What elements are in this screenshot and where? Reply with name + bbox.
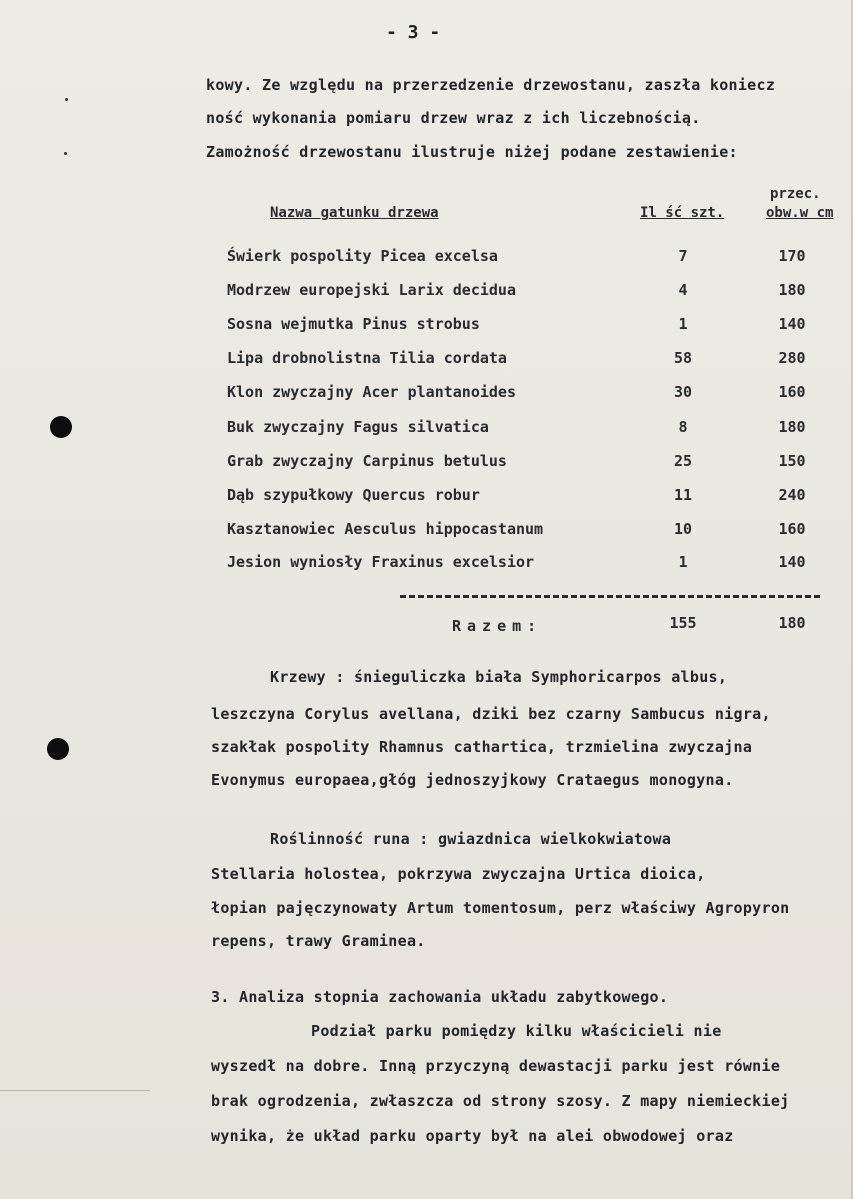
tree-count: 1 xyxy=(678,553,688,571)
average-circumference: 140 xyxy=(778,315,806,333)
total-row xyxy=(0,614,853,636)
section-3-line-4: wynika, że układ parku oparty był na alei obwodowej oraz xyxy=(211,1127,734,1145)
margin-rule xyxy=(0,1090,150,1091)
average-circumference: 240 xyxy=(778,486,806,504)
tree-count: 1 xyxy=(678,315,688,333)
species-name: Buk zwyczajny Fagus silvatica xyxy=(227,418,489,436)
table-row xyxy=(0,247,853,269)
species-name: Dąb szypułkowy Quercus robur xyxy=(227,486,480,504)
shrubs-line-2: leszczyna Corylus avellana, dziki bez czarny Sambucus nigra, xyxy=(211,705,771,723)
total-label: Razem: xyxy=(452,617,543,635)
total-count: 155 xyxy=(669,614,697,632)
average-circumference: 160 xyxy=(778,383,806,401)
intro-line-3: Zamożność drzewostanu ilustruje niżej podane zestawienie: xyxy=(206,143,738,161)
section-3-line-2: wyszedł na dobre. Inną przyczyną dewastacji parku jest równie xyxy=(211,1057,781,1075)
header-circumference-line-2: obw.w cm xyxy=(766,205,834,221)
tree-count: 58 xyxy=(673,349,693,367)
punch-hole-bottom xyxy=(47,738,69,760)
shrubs-line-4: Evonymus europaea,głóg jednoszyjkowy Crataegus monogyna. xyxy=(211,771,734,789)
average-circumference: 180 xyxy=(778,418,806,436)
average-circumference: 160 xyxy=(778,520,806,538)
undergrowth-line-2: Stellaria holostea, pokrzywa zwyczajna Urtica dioica, xyxy=(211,865,706,883)
undergrowth-line-4: repens, trawy Graminea. xyxy=(211,932,426,950)
shrubs-line-1: Krzewy : śnieguliczka biała Symphoricarpos albus, xyxy=(270,668,728,686)
table-row xyxy=(0,315,853,337)
tree-count: 11 xyxy=(673,486,693,504)
species-name: Klon zwyczajny Acer plantanoides xyxy=(227,383,516,401)
tree-count: 10 xyxy=(673,520,693,538)
table-row xyxy=(0,486,853,508)
species-name: Lipa drobnolistna Tilia cordata xyxy=(227,349,507,367)
species-name: Modrzew europejski Larix decidua xyxy=(227,281,516,299)
margin-mark xyxy=(65,98,68,101)
table-row xyxy=(0,383,853,405)
margin-mark xyxy=(64,152,67,155)
species-name: Grab zwyczajny Carpinus betulus xyxy=(227,452,507,470)
table-row xyxy=(0,349,853,371)
species-name: Świerk pospolity Picea excelsa xyxy=(227,247,498,265)
shrubs-line-3: szakłak pospolity Rhamnus cathartica, trzmielina zwyczajna xyxy=(211,738,753,756)
average-circumference: 280 xyxy=(778,349,806,367)
tree-count: 8 xyxy=(678,418,688,436)
tree-count: 30 xyxy=(673,383,693,401)
header-count: Il ść szt. xyxy=(640,205,725,221)
species-name: Jesion wyniosły Fraxinus excelsior xyxy=(227,553,535,571)
average-circumference: 170 xyxy=(778,247,806,265)
page-number: - 3 - xyxy=(386,22,441,43)
species-name: Sosna wejmutka Pinus strobus xyxy=(227,315,480,333)
undergrowth-line-1: Roślinność runa : gwiazdnica wielkokwiatowa xyxy=(270,830,672,848)
average-circumference: 180 xyxy=(778,281,806,299)
intro-line-1: kowy. Ze względu na przerzedzenie drzewostanu, zaszła koniecz xyxy=(206,76,776,94)
tree-count: 25 xyxy=(673,452,693,470)
header-species-name: Nazwa gatunku drzewa xyxy=(270,205,439,221)
tree-count: 4 xyxy=(678,281,688,299)
table-row xyxy=(0,520,853,542)
tree-count: 7 xyxy=(678,247,688,265)
species-name: Kasztanowiec Aesculus hippocastanum xyxy=(227,520,544,538)
table-row xyxy=(0,418,853,440)
average-circumference: 140 xyxy=(778,553,806,571)
intro-line-2: ność wykonania pomiaru drzew wraz z ich liczebnością. xyxy=(206,109,701,127)
average-circumference: 150 xyxy=(778,452,806,470)
total-circumference: 180 xyxy=(778,614,806,632)
section-3-heading: 3. Analiza stopnia zachowania układu zabytkowego. xyxy=(211,988,669,1006)
undergrowth-line-3: łopian pajęczynowaty Artum tomentosum, perz właściwy Agropyron xyxy=(211,899,790,917)
table-row xyxy=(0,553,853,575)
section-3-line-1: Podział parku pomiędzy kilku właścicieli nie xyxy=(311,1022,722,1040)
table-row xyxy=(0,281,853,303)
section-3-line-3: brak ogrodzenia, zwłaszcza od strony szosy. Z mapy niemieckiej xyxy=(211,1092,790,1110)
header-circumference-line-1: przec. xyxy=(770,186,821,202)
table-row xyxy=(0,452,853,474)
total-separator-line xyxy=(400,595,820,598)
